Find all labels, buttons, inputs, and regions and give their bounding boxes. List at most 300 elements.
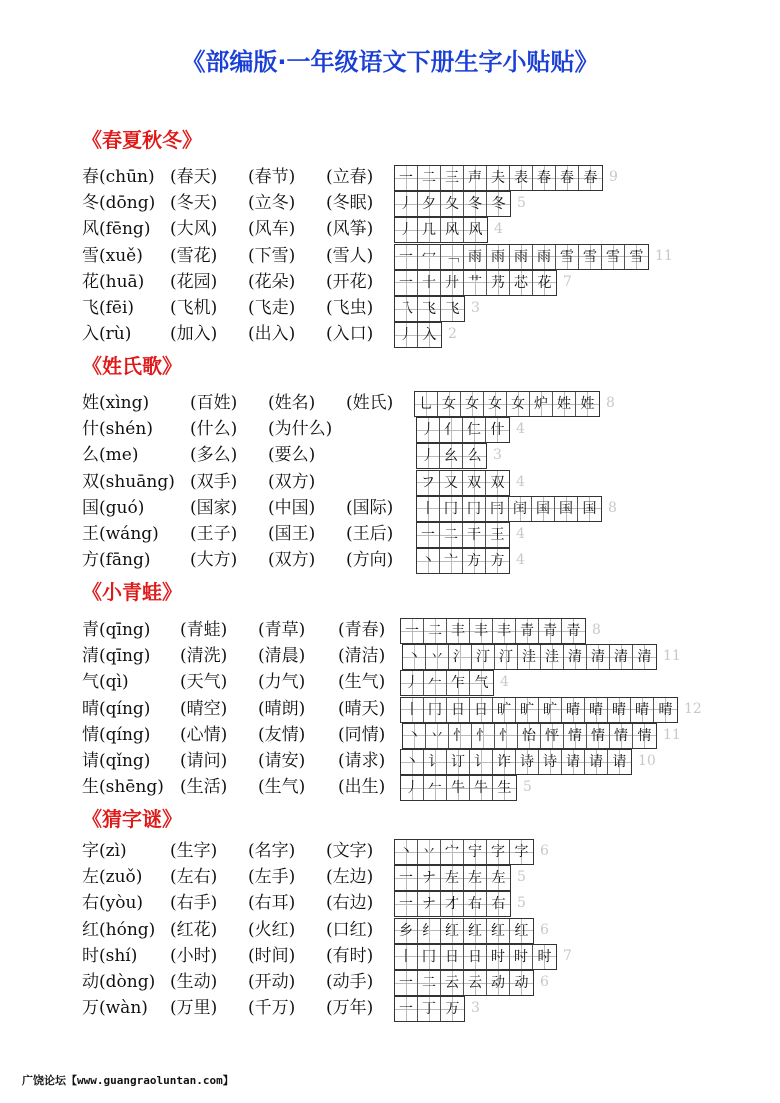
stroke-cell: 飞 — [441, 297, 464, 321]
character-pinyin: 方(fāng) — [82, 550, 151, 571]
stroke-cell: 丶 — [403, 645, 426, 669]
example-word: (花朵) — [248, 271, 296, 292]
example-word: (中国) — [268, 497, 316, 518]
stroke-count: 5 — [517, 895, 526, 912]
stroke-count: 11 — [663, 648, 681, 665]
character-pinyin: 生(shēng) — [82, 777, 164, 798]
example-word: (开花) — [326, 271, 374, 292]
stroke-order-grid — [400, 697, 678, 723]
stroke-cell: 情 — [633, 724, 656, 748]
example-word: (青蛙) — [180, 620, 228, 640]
stroke-cell: 二 — [418, 971, 441, 995]
stroke-order-grid — [416, 470, 510, 496]
stroke-cell: 左 — [441, 866, 464, 890]
stroke-cell: 一 — [395, 245, 418, 269]
stroke-count: 12 — [684, 700, 702, 717]
stroke-cell: 清 — [587, 645, 610, 669]
character-row — [82, 469, 772, 495]
stroke-cell: 情 — [587, 724, 610, 748]
stroke-order-grid — [394, 944, 557, 970]
example-word: (心情) — [180, 724, 228, 745]
stroke-cell: 忄 — [472, 724, 495, 748]
stroke-cell: 国 — [578, 497, 601, 521]
stroke-cell: 字 — [487, 840, 510, 864]
stroke-cell: 冖 — [418, 245, 441, 269]
example-word: (请求) — [338, 751, 386, 771]
example-word: (冬眠) — [326, 193, 374, 214]
character-row — [82, 495, 772, 521]
stroke-cell: 一 — [395, 166, 418, 190]
character-pinyin: 时(shí) — [82, 945, 138, 966]
stroke-cell: 夫 — [487, 166, 510, 190]
stroke-count: 5 — [523, 779, 532, 796]
stroke-count: 5 — [517, 195, 526, 212]
example-word: (雪花) — [170, 245, 218, 266]
character-row — [82, 748, 772, 774]
stroke-cell: 花 — [533, 271, 556, 295]
example-word: (下雪) — [248, 245, 296, 266]
character-row — [82, 190, 772, 216]
example-word: (生气) — [258, 777, 306, 798]
example-word: (生活) — [180, 777, 228, 798]
stroke-cell: 旷 — [493, 698, 516, 722]
stroke-cell: 宀 — [441, 840, 464, 864]
stroke-cell: 晴 — [585, 698, 608, 722]
stroke-cell: 丶 — [403, 724, 426, 748]
stroke-count: 6 — [540, 974, 549, 990]
stroke-cell: 清 — [610, 645, 633, 669]
stroke-cell: 晴 — [608, 698, 631, 722]
stroke-cell: 雨 — [464, 245, 487, 269]
stroke-cell: 女 — [484, 392, 507, 416]
stroke-cell: 𠂉 — [424, 671, 447, 695]
stroke-count: 3 — [471, 1000, 480, 1017]
stroke-cell: 一 — [395, 997, 418, 1021]
footer-watermark: 广饶论坛【www.guangraoluntan.com】 — [22, 1074, 234, 1087]
character-pinyin: 动(dòng) — [82, 972, 156, 992]
example-word: (雪人) — [326, 245, 374, 266]
stroke-cell: 春 — [556, 166, 579, 190]
stroke-cell: 雪 — [602, 245, 625, 269]
stroke-order-grid — [394, 918, 534, 944]
character-pinyin: 冬(dōng) — [82, 193, 156, 214]
stroke-cell: 牛 — [447, 776, 470, 800]
character-pinyin: 什(shén) — [82, 419, 153, 440]
character-row — [82, 164, 772, 190]
example-word: (飞虫) — [326, 298, 374, 318]
example-word: (有时) — [326, 945, 374, 966]
stroke-cell: 丰 — [447, 619, 470, 643]
stroke-order-grid — [400, 775, 517, 801]
example-word: (双方) — [268, 471, 316, 492]
example-word: (大风) — [170, 219, 218, 240]
stroke-cell: 红 — [464, 919, 487, 943]
stroke-cell: 丿 — [417, 444, 440, 468]
stroke-cell: 一 — [417, 523, 440, 547]
example-word: (晴朗) — [258, 698, 306, 719]
character-row — [82, 617, 772, 643]
stroke-cell: 红 — [487, 919, 510, 943]
stroke-cell: 丿 — [395, 218, 418, 242]
stroke-cell: 夕 — [418, 192, 441, 216]
stroke-order-grid — [394, 165, 603, 191]
stroke-cell: 纟 — [418, 919, 441, 943]
stroke-count: 5 — [517, 869, 526, 886]
stroke-count: 4 — [516, 552, 525, 569]
character-row — [82, 442, 772, 468]
stroke-cell: 幺 — [440, 444, 463, 468]
stroke-cell: 生 — [493, 776, 516, 800]
stroke-cell: 艹 — [464, 271, 487, 295]
example-word: (千万) — [248, 998, 296, 1019]
stroke-cell: 情 — [610, 724, 633, 748]
character-pinyin: 入(rù) — [82, 324, 132, 345]
stroke-count: 4 — [516, 473, 525, 490]
character-pinyin: 气(qì) — [82, 672, 129, 693]
stroke-cell: 汀 — [495, 645, 518, 669]
stroke-cell: 左 — [487, 866, 510, 890]
example-word: (要么) — [268, 445, 316, 466]
stroke-cell: 廾 — [441, 271, 464, 295]
character-row — [82, 547, 772, 573]
stroke-order-grid — [400, 670, 494, 696]
stroke-cell: 才 — [441, 892, 464, 916]
character-pinyin: 国(guó) — [82, 497, 145, 518]
character-row — [82, 943, 772, 969]
stroke-cell: 亠 — [440, 549, 463, 573]
example-word: (姓氏) — [346, 393, 394, 413]
character-pinyin: 清(qīng) — [82, 646, 151, 667]
example-word: (什么) — [190, 419, 238, 440]
example-word: (姓名) — [268, 393, 316, 413]
stroke-cell: 么 — [463, 444, 486, 468]
section-title: 《小青蛙》 — [82, 580, 182, 604]
stroke-cell: 丿 — [417, 418, 440, 442]
stroke-cell: 右 — [464, 892, 487, 916]
stroke-order-grid — [394, 244, 649, 270]
example-word: (国际) — [346, 497, 394, 518]
example-word: (冬天) — [170, 193, 218, 214]
stroke-cell: 方 — [486, 549, 509, 573]
example-word: (青草) — [258, 620, 306, 640]
stroke-cell: 乍 — [447, 671, 470, 695]
example-word: (清洗) — [180, 646, 228, 667]
character-row — [82, 838, 772, 864]
stroke-order-grid — [394, 891, 511, 917]
stroke-cell: 乚 — [415, 392, 438, 416]
stroke-count: 11 — [663, 726, 681, 743]
example-word: (入口) — [326, 324, 374, 345]
example-word: (风车) — [248, 219, 296, 240]
stroke-count: 8 — [606, 395, 615, 411]
stroke-count: 6 — [540, 921, 549, 938]
stroke-cell: 雨 — [487, 245, 510, 269]
example-word: (动手) — [326, 972, 374, 992]
stroke-cell: 春 — [533, 166, 556, 190]
example-word: (方向) — [346, 550, 394, 571]
example-word: (小时) — [170, 945, 218, 966]
example-word: (右手) — [170, 893, 218, 914]
stroke-cell: 诗 — [539, 750, 562, 774]
example-word: (出生) — [338, 777, 386, 798]
stroke-order-grid — [416, 522, 510, 548]
character-pinyin: 风(fēng) — [82, 219, 151, 240]
stroke-cell: 雨 — [510, 245, 533, 269]
stroke-cell: 清 — [564, 645, 587, 669]
stroke-cell: 女 — [507, 392, 530, 416]
stroke-order-grid — [394, 996, 465, 1022]
stroke-cell: ナ — [418, 892, 441, 916]
stroke-order-grid — [394, 191, 511, 217]
stroke-cell: 丷 — [418, 840, 441, 864]
example-word: (友情) — [258, 724, 306, 745]
stroke-count: 11 — [655, 247, 673, 264]
stroke-cell: 旷 — [539, 698, 562, 722]
stroke-cell: 丰 — [470, 619, 493, 643]
example-word: (生字) — [170, 841, 218, 861]
stroke-cell: 女 — [461, 392, 484, 416]
stroke-cell: 入 — [418, 323, 441, 347]
stroke-cell: 红 — [510, 919, 533, 943]
stroke-count: 8 — [608, 499, 617, 516]
stroke-cell: 云 — [441, 971, 464, 995]
stroke-cell: 炉 — [530, 392, 553, 416]
stroke-order-grid — [402, 723, 657, 749]
stroke-cell: 红 — [441, 919, 464, 943]
stroke-cell: 芯 — [510, 271, 533, 295]
example-word: (加入) — [170, 324, 218, 345]
stroke-cell: 丶 — [417, 549, 440, 573]
character-row — [82, 643, 772, 669]
example-word: (名字) — [248, 841, 296, 861]
example-word: (红花) — [170, 919, 218, 940]
stroke-cell: 请 — [608, 750, 631, 774]
stroke-cell: 怦 — [541, 724, 564, 748]
example-word: (万年) — [326, 998, 374, 1019]
character-row — [82, 269, 772, 295]
character-pinyin: 么(me) — [82, 445, 139, 466]
stroke-cell: 云 — [464, 971, 487, 995]
stroke-cell: 青 — [516, 619, 539, 643]
stroke-cell: 双 — [486, 471, 509, 495]
stroke-cell: 丿 — [395, 192, 418, 216]
stroke-order-grid — [394, 217, 488, 243]
example-word: (右边) — [326, 893, 374, 914]
stroke-cell: 牛 — [470, 776, 493, 800]
example-word: (清洁) — [338, 646, 386, 667]
stroke-cell: 请 — [585, 750, 608, 774]
stroke-cell: 汀 — [472, 645, 495, 669]
character-pinyin: 姓(xìng) — [82, 393, 150, 413]
stroke-cell: 风 — [464, 218, 487, 242]
character-pinyin: 情(qíng) — [82, 724, 151, 745]
stroke-cell: 又 — [440, 471, 463, 495]
stroke-cell: 三 — [441, 166, 464, 190]
stroke-cell: 晴 — [631, 698, 654, 722]
stroke-cell: 一 — [395, 892, 418, 916]
stroke-cell: 诗 — [516, 750, 539, 774]
example-word: (晴天) — [338, 698, 386, 719]
stroke-cell: ﹁ — [441, 245, 464, 269]
stroke-cell: 日 — [470, 698, 493, 722]
character-row — [82, 321, 772, 347]
stroke-order-grid — [416, 417, 510, 443]
stroke-cell: 丁 — [418, 997, 441, 1021]
example-word: (请问) — [180, 751, 228, 771]
example-word: (春节) — [248, 167, 296, 187]
stroke-count: 2 — [448, 326, 457, 343]
stroke-cell: 日 — [441, 945, 464, 969]
stroke-cell: 姓 — [576, 392, 599, 416]
character-pinyin: 字(zì) — [82, 841, 127, 861]
stroke-cell: 冂 — [424, 698, 447, 722]
stroke-cell: 讠 — [424, 750, 447, 774]
stroke-cell: 订 — [447, 750, 470, 774]
example-word: (风筝) — [326, 219, 374, 240]
character-row — [82, 216, 772, 242]
stroke-cell: 仁 — [463, 418, 486, 442]
stroke-count: 10 — [638, 753, 656, 769]
character-row — [82, 669, 772, 695]
character-pinyin: 王(wáng) — [82, 524, 159, 544]
stroke-cell: 忄 — [495, 724, 518, 748]
stroke-cell: 姓 — [553, 392, 576, 416]
stroke-cell: 丿 — [401, 776, 424, 800]
stroke-cell: 女 — [438, 392, 461, 416]
stroke-cell: 丨 — [395, 945, 418, 969]
stroke-cell: 雨 — [533, 245, 556, 269]
stroke-cell: 丰 — [493, 619, 516, 643]
stroke-cell: 时 — [487, 945, 510, 969]
stroke-cell: 青 — [562, 619, 585, 643]
character-pinyin: 春(chūn) — [82, 167, 155, 187]
example-word: (飞走) — [248, 298, 296, 318]
example-word: (晴空) — [180, 698, 228, 719]
stroke-cell: 冂 — [463, 497, 486, 521]
character-pinyin: 右(yòu) — [82, 893, 144, 914]
stroke-cell: 闰 — [509, 497, 532, 521]
character-pinyin: 双(shuāng) — [82, 471, 175, 492]
stroke-cell: 冂 — [440, 497, 463, 521]
stroke-cell: 王 — [486, 523, 509, 547]
stroke-cell: 一 — [395, 866, 418, 890]
stroke-cell: 雪 — [579, 245, 602, 269]
stroke-cell: 请 — [562, 750, 585, 774]
example-word: (双方) — [268, 550, 316, 571]
example-word: (春天) — [170, 167, 218, 187]
stroke-cell: 时 — [510, 945, 533, 969]
stroke-order-grid — [394, 322, 442, 348]
example-word: (天气) — [180, 672, 228, 693]
stroke-cell: 丷 — [426, 724, 449, 748]
example-word: (同情) — [338, 724, 386, 745]
character-row — [82, 995, 772, 1021]
character-pinyin: 飞(fēi) — [82, 298, 135, 318]
stroke-order-grid — [394, 839, 534, 865]
stroke-cell: 声 — [464, 166, 487, 190]
stroke-cell: 字 — [510, 840, 533, 864]
character-pinyin: 红(hóng) — [82, 919, 156, 940]
stroke-cell: 丶 — [395, 840, 418, 864]
stroke-order-grid — [414, 391, 600, 417]
stroke-order-grid — [416, 548, 510, 574]
stroke-order-grid — [400, 749, 632, 775]
stroke-cell: 气 — [470, 671, 493, 695]
example-word: (飞机) — [170, 298, 218, 318]
stroke-cell: 𠂉 — [424, 776, 447, 800]
example-word: (国王) — [268, 524, 316, 544]
section-title: 《猜字谜》 — [82, 807, 182, 831]
example-word: (生动) — [170, 972, 218, 992]
example-word: (双手) — [190, 471, 238, 492]
stroke-order-grid — [394, 970, 534, 996]
example-word: (花园) — [170, 271, 218, 292]
character-pinyin: 雪(xuě) — [82, 245, 143, 266]
stroke-cell: 冃 — [486, 497, 509, 521]
stroke-cell: 时 — [533, 945, 556, 969]
example-word: (生气) — [338, 672, 386, 693]
example-word: (出入) — [248, 324, 296, 345]
example-word: (万里) — [170, 998, 218, 1019]
stroke-cell: 青 — [539, 619, 562, 643]
stroke-cell: 方 — [463, 549, 486, 573]
example-word: (请安) — [258, 751, 306, 771]
stroke-cell: 洼 — [541, 645, 564, 669]
stroke-cell: 乁 — [395, 297, 418, 321]
stroke-cell: 雪 — [625, 245, 648, 269]
stroke-cell: 晴 — [654, 698, 677, 722]
stroke-cell: 旷 — [516, 698, 539, 722]
stroke-cell: 丶 — [401, 750, 424, 774]
stroke-order-grid — [394, 296, 465, 322]
stroke-cell: 国 — [532, 497, 555, 521]
stroke-cell: 艿 — [487, 271, 510, 295]
stroke-cell: 日 — [464, 945, 487, 969]
stroke-cell: 雪 — [556, 245, 579, 269]
stroke-count: 3 — [471, 300, 480, 316]
stroke-order-grid — [416, 496, 602, 522]
character-pinyin: 青(qīng) — [82, 620, 151, 640]
stroke-cell: 日 — [447, 698, 470, 722]
example-word: (时间) — [248, 945, 296, 966]
stroke-count: 7 — [563, 947, 572, 964]
example-word: (立冬) — [248, 193, 296, 214]
stroke-cell: 几 — [418, 218, 441, 242]
stroke-cell: 乡 — [395, 919, 418, 943]
stroke-cell: 左 — [464, 866, 487, 890]
example-word: (多么) — [190, 445, 238, 466]
example-word: (大方) — [190, 550, 238, 571]
page-title: 《部编版·一年级语文下册生字小贴贴》 — [181, 48, 599, 76]
character-pinyin: 万(wàn) — [82, 998, 148, 1019]
stroke-cell: 丿 — [395, 323, 418, 347]
character-row — [82, 416, 772, 442]
stroke-cell: 动 — [487, 971, 510, 995]
stroke-cell: 忄 — [449, 724, 472, 748]
character-row — [82, 864, 772, 890]
character-row — [82, 890, 772, 916]
stroke-cell: 双 — [463, 471, 486, 495]
stroke-count: 4 — [494, 221, 503, 238]
stroke-cell: 二 — [440, 523, 463, 547]
stroke-cell: 怡 — [518, 724, 541, 748]
example-word: (力气) — [258, 672, 306, 693]
stroke-cell: 表 — [510, 166, 533, 190]
stroke-cell: 飞 — [418, 297, 441, 321]
stroke-cell: 二 — [424, 619, 447, 643]
stroke-cell: 冬 — [487, 192, 510, 216]
stroke-cell: 冬 — [464, 192, 487, 216]
